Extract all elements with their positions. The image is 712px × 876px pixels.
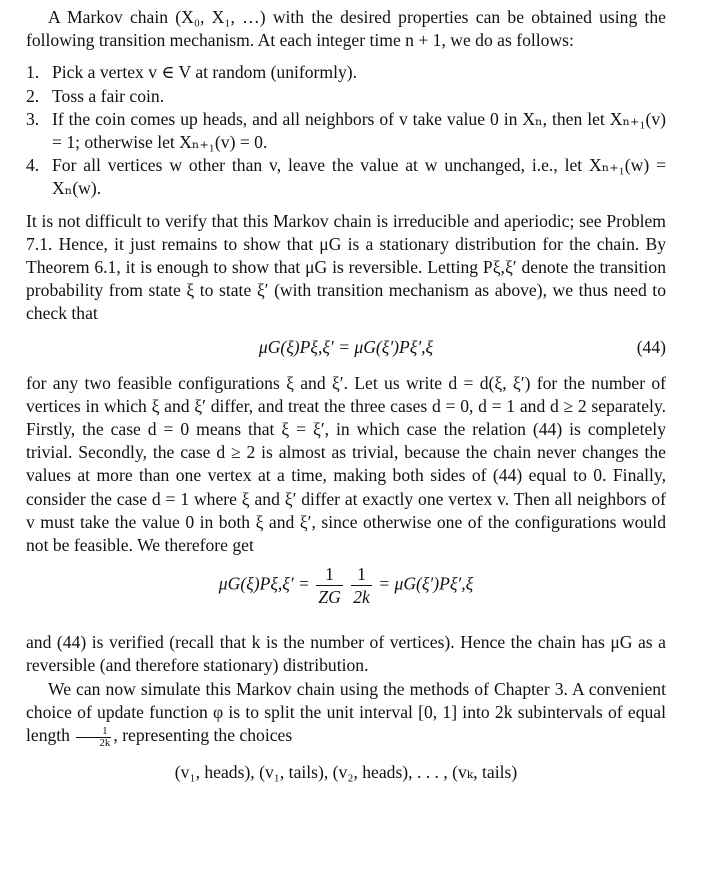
list-item: 2. Toss a fair coin. [26,85,165,106]
fraction-one-over-zg: $\frac{1}{ZG}$ [318,564,341,608]
fraction-one-over-2k-inline: $\frac{1}{2k}$ [76,726,111,749]
reversibility-paragraph: It is not difficult to verify that this Markov chain is irreducible and aperiodic; see Problem 7.1. Hence, it just remains to show that μG is a stationary distribution for the chain. By Theorem 6.1, it is enough to show that μG is reversible. Letting Pξ,ξ′ denote the transition probability from state ξ to state ξ′ (with transition mechanism as above), we thus need to check that [26,210,666,324]
cases-paragraph: for any two feasible configurations ξ and ξ′. Let us write d = d(ξ, ξ′) for the number of vertices in which ξ and ξ′ differ, and treat the three cases d = 0, d = 1 and d ≥ 2 separately. Firstly, the case d = 0 means that ξ = ξ′, in which case the relation (44) is completely trivial. Secondly, the case d ≥ 2 is almost as trivial, because the chain never changes the values at more than one vertex at a time, making both sides of (44) equal to 0. Finally, consider the case d = 1 where ξ and ξ′ differ at exactly one vertex v. Then all neighbors of v must take the value 0 in both ξ and ξ′, since otherwise one of the configurations would not be feasible. We therefore get [26,372,666,556]
equation-44 [26,326,666,372]
transition-steps-list [26,61,666,200]
list-item: 3. If the coin comes up heads, and all neighbors of v take value 0 in Xₙ, then let Xₙ₊₁(v) = 1; otherwise let Xₙ₊₁(v) = 0. [26,108,666,153]
update-function-paragraph: We can now simulate this Markov chain using the methods of Chapter 3. A convenient choice of update function φ is to split the unit interval [0, 1] into 2k subintervals of equal length $\frac{1}{2k}$ , representing the choices [26,678,666,749]
choices-display [26,761,666,784]
fraction-one-over-2k: $\frac{1}{2k}$ [353,564,370,608]
equation-44-tag: (44) [636,336,666,357]
equation-rhs: = μG(ξ′)Pξ′,ξ [378,573,474,594]
list-item: 4. For all vertices w other than v, leave the value at w unchanged, i.e., let Xₙ₊₁(w) = Xₙ(w). [26,155,666,199]
page-body [26,6,666,784]
list-item: 1. Pick a vertex v ∈ V at random (uniformly). [26,62,358,83]
choices-list: (v₁, heads), (v₁, tails), (v₂, heads), . . . , (vₖ, tails) [174,761,518,782]
detailed-balance-equation [26,557,666,631]
intro-paragraph: A Markov chain (X₀, X₁, …) with the desired properties can be obtained using the following transition mechanism. At each integer time n + 1, we do as follows: [26,7,666,51]
equation-44-body: μG(ξ)Pξ,ξ′ = μG(ξ′)Pξ′,ξ [258,336,434,357]
equation-lhs: μG(ξ)Pξ,ξ′ = [218,573,310,594]
conclusion-paragraph: and (44) is verified (recall that k is the number of vertices). Hence the chain has μG as a reversible (and therefore stationary) distribution. [26,632,666,676]
